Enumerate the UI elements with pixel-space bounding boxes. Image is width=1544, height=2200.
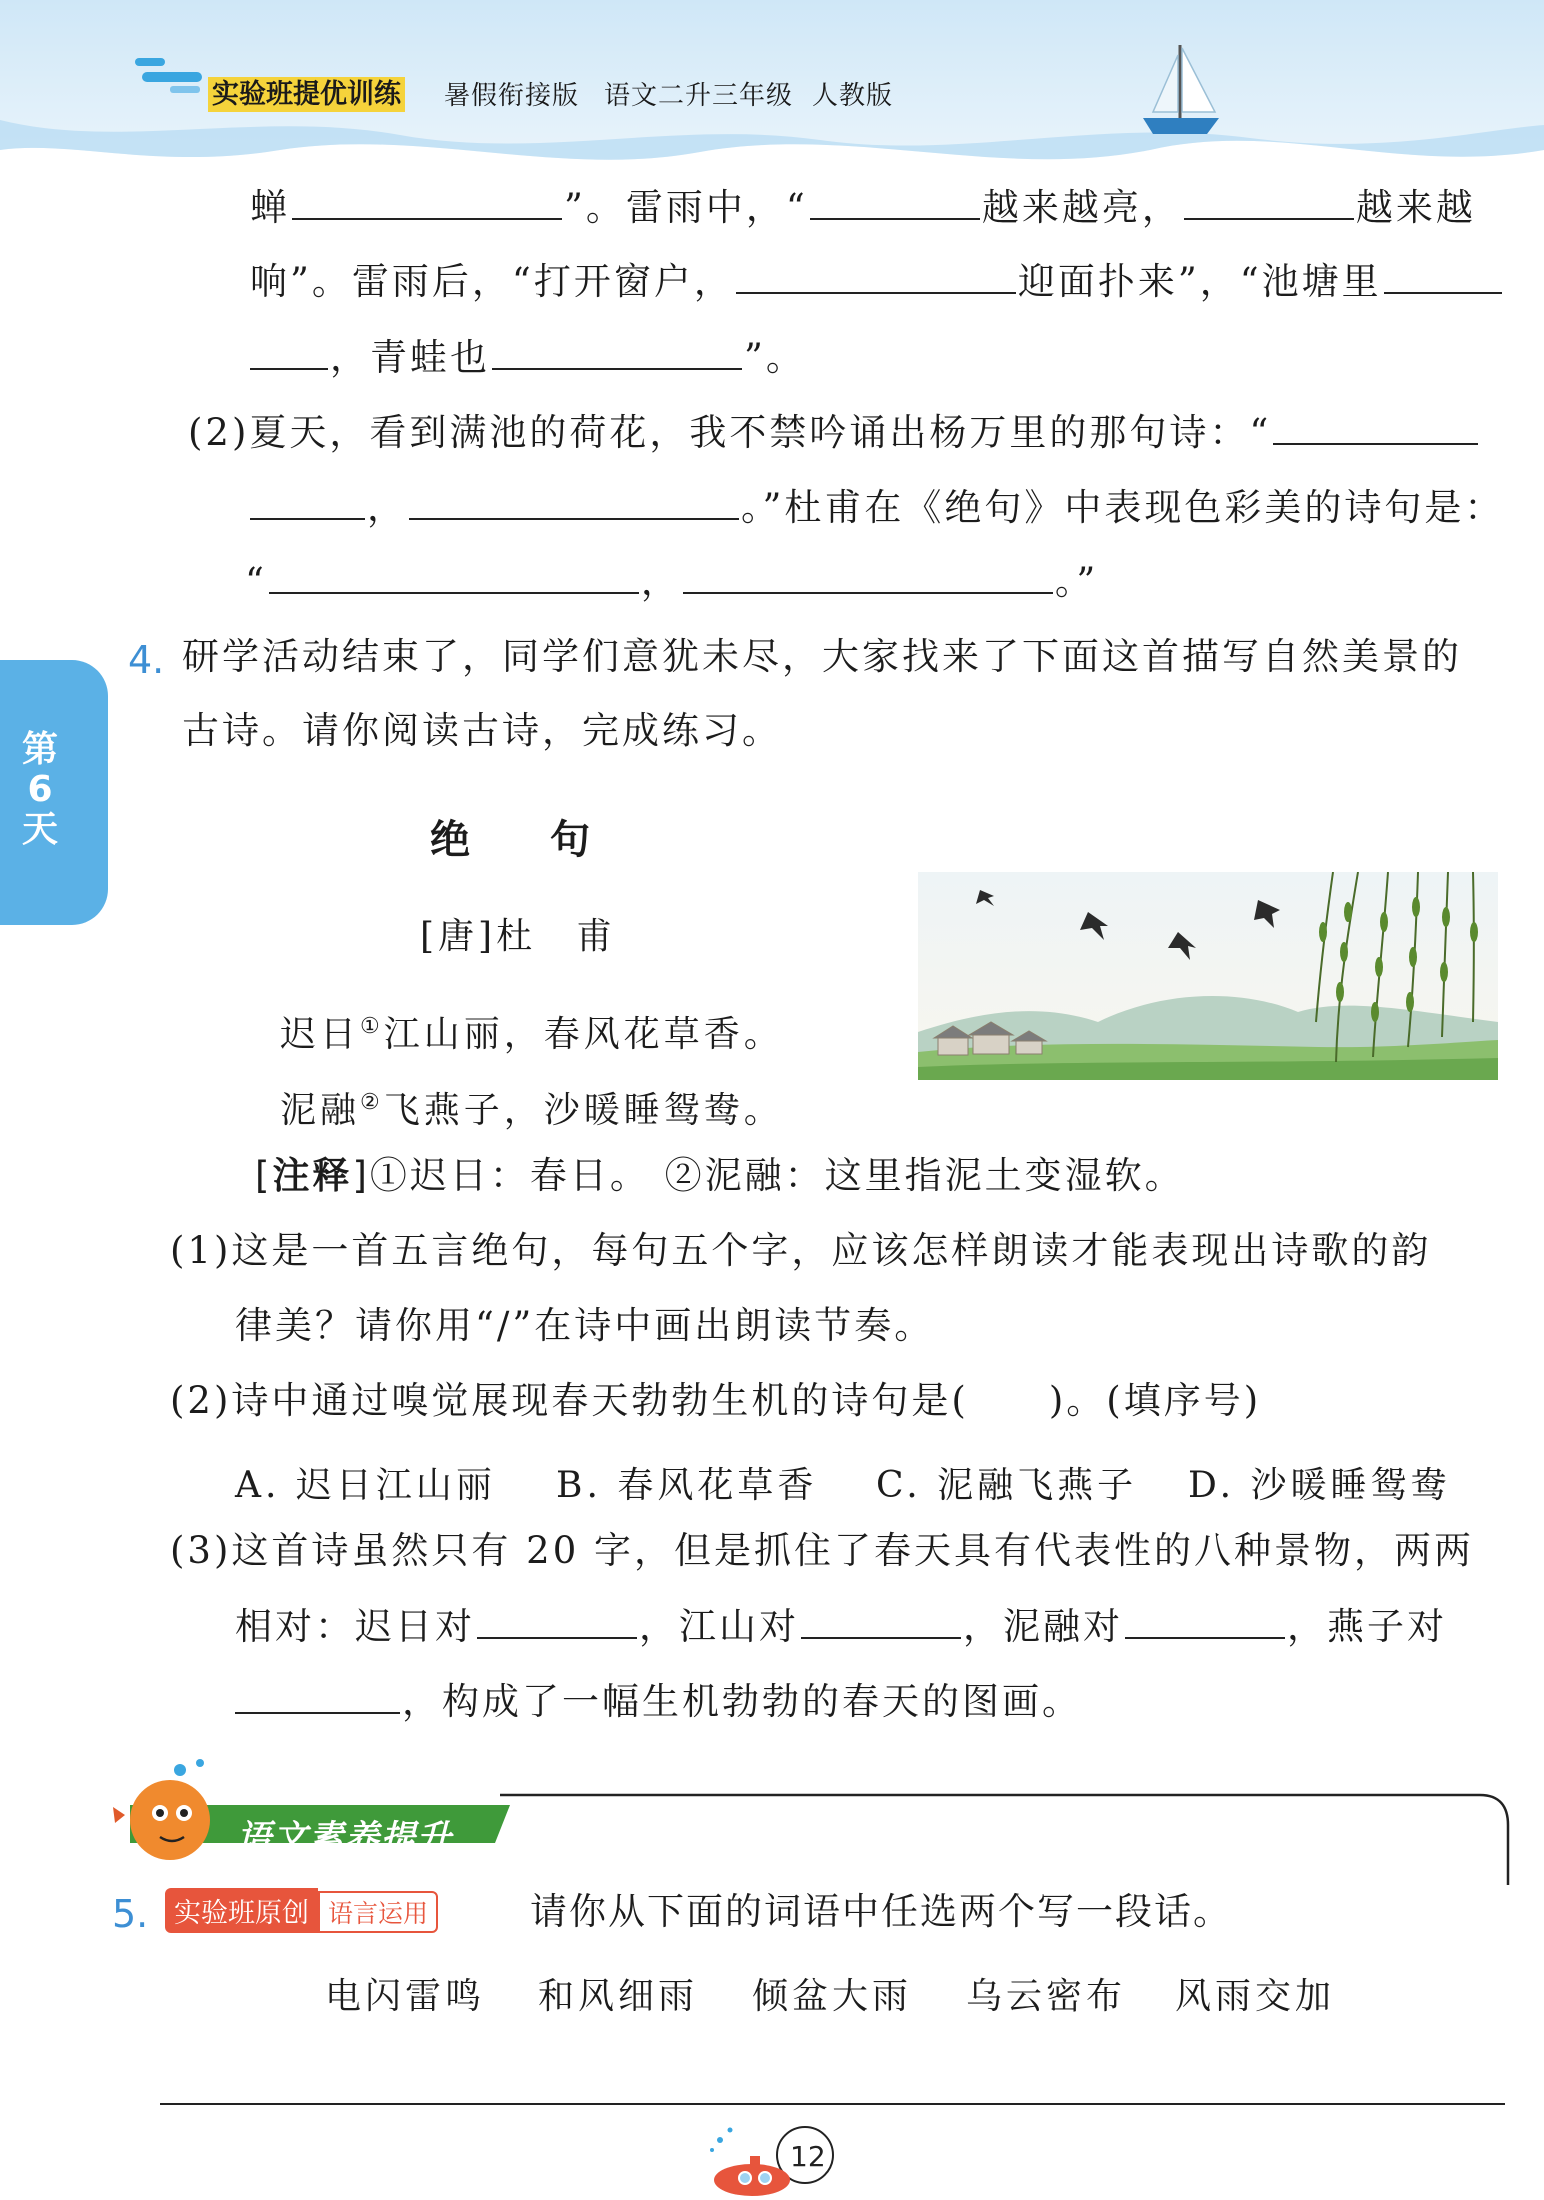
text: ，燕子对 xyxy=(1287,1605,1447,1648)
text: 蝉 xyxy=(250,186,290,229)
text: 响”。雷雨后，“打开窗户， xyxy=(250,260,734,303)
swallows-willow-illustration xyxy=(918,872,1498,1080)
header-edition: 暑假衔接版 xyxy=(444,81,580,111)
poem-line2 xyxy=(280,1082,784,1133)
word-4: 乌云密布 xyxy=(966,1976,1127,2017)
poem-line1 xyxy=(280,1006,784,1057)
text: 泥融 xyxy=(280,1090,361,1131)
q4-prompt-line1: 研学活动结束了，同学们意犹未尽，大家找来了下面这首描写自然美景的 xyxy=(182,635,1462,678)
text: ，江山对 xyxy=(639,1605,799,1648)
text: 。” xyxy=(1054,560,1099,603)
q3-sub2-line1 xyxy=(188,411,1480,454)
answer-blank[interactable] xyxy=(1184,188,1354,220)
text: 。”杜甫在《绝句》中表现色彩美的诗句是： xyxy=(741,486,1505,529)
q4-sub3-line3 xyxy=(235,1680,1082,1723)
word-5: 风雨交加 xyxy=(1175,1976,1336,2017)
footnote-mark: ② xyxy=(360,1090,384,1115)
writing-line[interactable] xyxy=(160,2103,1505,2105)
q3-line1 xyxy=(250,186,1476,229)
q4-sub1-line2: 律美？请你用“/”在诗中画出朗读节奏。 xyxy=(235,1304,935,1347)
q5-number: 5. xyxy=(112,1892,149,1936)
q3-line2 xyxy=(250,260,1504,303)
word-1: 电闪雷鸣 xyxy=(325,1976,486,2017)
text: ，青蛙也 xyxy=(330,336,490,379)
day-tab-line1: 第 xyxy=(21,729,58,770)
poem-author: [唐]杜 甫 xyxy=(420,916,617,957)
text: ”。雷雨中，“ xyxy=(564,186,808,229)
header-series: 实验班提优训练 xyxy=(208,77,405,112)
answer-blank[interactable] xyxy=(269,562,639,594)
answer-blank[interactable] xyxy=(1384,262,1502,294)
q4-sub1-line1: (1)这是一首五言绝句，每句五个字，应该怎样朗读才能表现出诗歌的韵 xyxy=(170,1229,1432,1272)
text: 越来越亮， xyxy=(981,186,1182,229)
text: (2)夏天，看到满池的荷花，我不禁吟诵出杨万里的那句诗：“ xyxy=(188,411,1272,454)
tag-original: 实验班原创 xyxy=(165,1888,318,1933)
text: 江山丽，春风花草香。 xyxy=(383,1014,784,1055)
word-3: 倾盆大雨 xyxy=(752,1976,913,2017)
answer-blank[interactable] xyxy=(736,262,1016,294)
note-label: 注释 xyxy=(272,1154,353,1197)
q3-sub2-line3 xyxy=(245,560,1099,603)
q4-prompt-line2: 古诗。请你阅读古诗，完成练习。 xyxy=(182,709,782,752)
answer-blank[interactable] xyxy=(810,188,980,220)
q4-sub2: (2)诗中通过嗅觉展现春天勃勃生机的诗句是( )。(填序号) xyxy=(170,1379,1262,1422)
answer-blank[interactable] xyxy=(683,562,1053,594)
answer-blank[interactable] xyxy=(1125,1607,1285,1639)
q3-sub2-line2 xyxy=(250,486,1505,529)
day-tab-line2: 6 xyxy=(27,769,53,810)
section-title: 语文素养提升 xyxy=(237,1818,453,1858)
day-tab xyxy=(0,660,108,925)
answer-blank[interactable] xyxy=(292,188,562,220)
text: ， xyxy=(640,560,681,603)
day-tab-line3: 天 xyxy=(21,809,58,850)
text: 越来越 xyxy=(1355,186,1476,229)
text: ，构成了一幅生机勃勃的春天的图画。 xyxy=(402,1680,1082,1723)
q4-number: 4. xyxy=(128,638,165,682)
poem-notes: [注释]①迟日：春日。 ②泥融：这里指泥土变湿软。 xyxy=(255,1154,1185,1197)
q3-line3 xyxy=(250,336,806,379)
tag-language-use: 语言运用 xyxy=(318,1891,438,1933)
q4-sub3-line2 xyxy=(235,1605,1447,1648)
footnote-mark: ① xyxy=(360,1014,384,1039)
q5-tags xyxy=(165,1888,438,1933)
answer-blank[interactable] xyxy=(235,1682,400,1714)
text: ， xyxy=(367,486,407,529)
answer-blank[interactable] xyxy=(492,338,742,370)
poem-title: 绝 句 xyxy=(430,817,610,863)
header-subject: 语文二升三年级 xyxy=(604,81,794,111)
option-b[interactable]: B. 春风花草香 xyxy=(556,1465,818,1506)
answer-blank[interactable] xyxy=(1273,413,1478,445)
note-text: ①迟日：春日。 ②泥融：这里指泥土变湿软。 xyxy=(369,1154,1185,1197)
text: 迟日 xyxy=(280,1014,361,1055)
answer-blank[interactable] xyxy=(477,1607,637,1639)
text: “ xyxy=(245,560,267,603)
answer-blank[interactable] xyxy=(250,338,328,370)
q5-prompt: 请你从下面的词语中任选两个写一段话。 xyxy=(530,1890,1232,1933)
header-publisher: 人教版 xyxy=(812,81,894,111)
answer-blank[interactable] xyxy=(409,488,739,520)
option-a[interactable]: A. 迟日江山丽 xyxy=(235,1465,496,1506)
text: 相对：迟日对 xyxy=(235,1605,475,1648)
word-2: 和风细雨 xyxy=(538,1976,699,2017)
answer-blank[interactable] xyxy=(801,1607,961,1639)
sailboat-icon xyxy=(1135,40,1225,140)
submarine-icon xyxy=(700,2120,850,2200)
page-number: 12 xyxy=(790,2140,826,2173)
answer-blank[interactable] xyxy=(250,488,365,520)
text: ”。 xyxy=(744,336,806,379)
q4-sub3-line1: (3)这首诗虽然只有 20 字，但是抓住了春天具有代表性的八种景物，两两 xyxy=(170,1529,1475,1572)
header-logo-icon xyxy=(130,50,210,100)
text: 迎面扑来”，“池塘里 xyxy=(1017,260,1382,303)
option-c[interactable]: C. 泥融飞燕子 xyxy=(876,1465,1138,1506)
text: ，泥融对 xyxy=(963,1605,1123,1648)
text: 飞燕子，沙暖睡鸳鸯。 xyxy=(383,1090,784,1131)
option-d[interactable]: D. 沙暖睡鸳鸯 xyxy=(1188,1465,1451,1506)
